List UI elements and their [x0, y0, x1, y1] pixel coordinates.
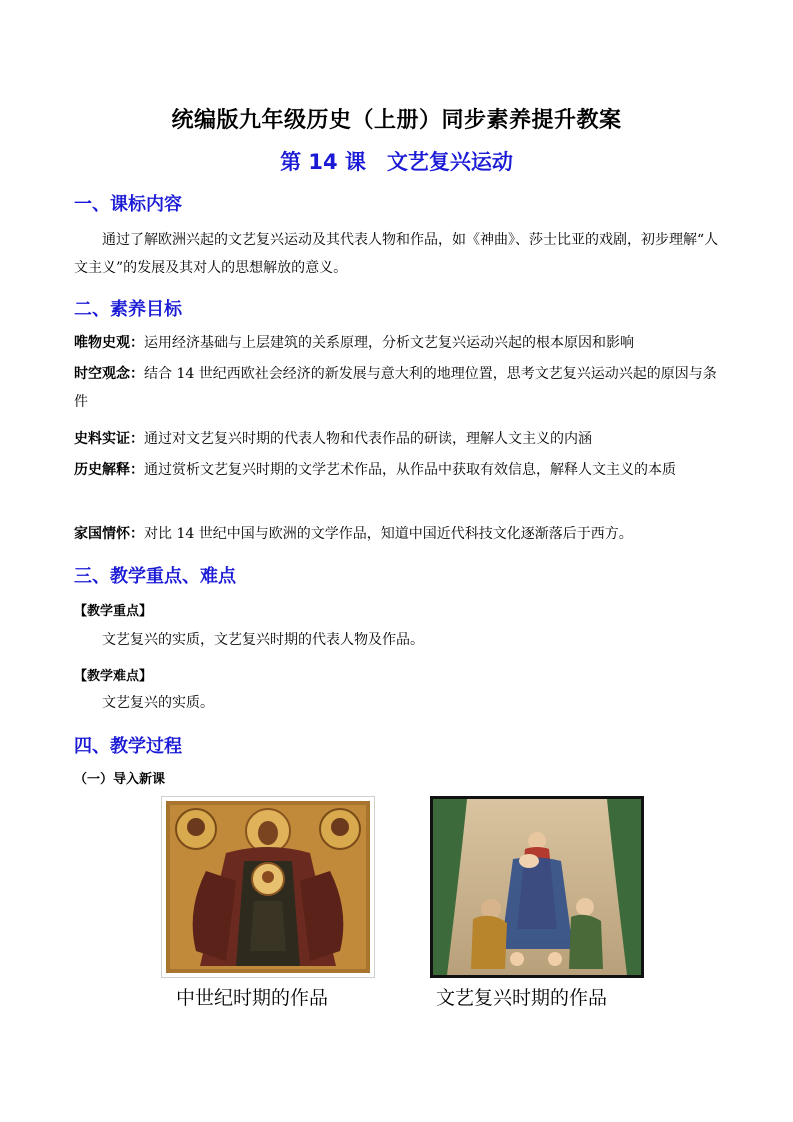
- goal-item: [74, 520, 726, 548]
- teaching-difficulty-label: 【教学难点】: [74, 669, 153, 684]
- medieval-painting-image: [161, 796, 375, 978]
- section-heading-key-points: 三、教学重点、难点: [74, 566, 236, 587]
- goal-text: 结合 14 世纪西欧社会经济的新发展与意大利的地理位置，思考文艺复兴运动兴起的原因与条件: [74, 366, 717, 410]
- goal-label: 家国情怀：: [74, 526, 144, 542]
- section-heading-literacy-goals: 二、素养目标: [74, 299, 182, 320]
- goal-text: 对比 14 世纪中国与欧洲的文学作品，知道中国近代科技文化逐渐落后于西方。: [144, 526, 633, 542]
- goal-item: [74, 425, 726, 453]
- medieval-icon-illustration: [166, 801, 370, 973]
- renaissance-painting-image: [430, 796, 644, 978]
- teaching-difficulty-text: 文艺复兴的实质。: [102, 695, 214, 711]
- teaching-focus-text: 文艺复兴的实质，文艺复兴时期的代表人物及作品。: [102, 632, 424, 648]
- section-heading-teaching-process: 四、教学过程: [74, 736, 182, 757]
- goal-label: 时空观念：: [74, 366, 144, 382]
- caption-medieval: 中世纪时期的作品: [176, 987, 329, 1009]
- goal-label: 史料实证：: [74, 431, 144, 447]
- goal-item: [74, 329, 726, 357]
- curriculum-paragraph: 通过了解欧洲兴起的文艺复兴运动及其代表人物和作品，如《神曲》、莎士比亚的戏剧，初步理解“人文主义”的发展及其对人的思想解放的意义。: [74, 232, 719, 276]
- teaching-focus-label: 【教学重点】: [74, 604, 153, 619]
- goal-item: [74, 360, 726, 416]
- caption-renaissance: 文艺复兴时期的作品: [436, 987, 608, 1009]
- lesson-title: 第 14 课 文艺复兴运动: [280, 150, 513, 174]
- goal-text: 通过赏析文艺复兴时期的文学艺术作品，从作品中获取有效信息，解释人文主义的本质: [144, 462, 676, 478]
- goal-label: 唯物史观：: [74, 335, 144, 351]
- goal-label: 历史解释：: [74, 462, 144, 478]
- intro-sub-heading: （一）导入新课: [74, 772, 166, 787]
- section-heading-curriculum: 一、课标内容: [74, 194, 182, 215]
- goal-item: [74, 456, 726, 484]
- goal-text: 运用经济基础与上层建筑的关系原理，分析文艺复兴运动兴起的根本原因和影响: [144, 335, 634, 351]
- document-title: 统编版九年级历史（上册）同步素养提升教案: [171, 108, 622, 133]
- renaissance-madonna-illustration: [433, 799, 641, 975]
- goal-text: 通过对文艺复兴时期的代表人物和代表作品的研读，理解人文主义的内涵: [144, 431, 592, 447]
